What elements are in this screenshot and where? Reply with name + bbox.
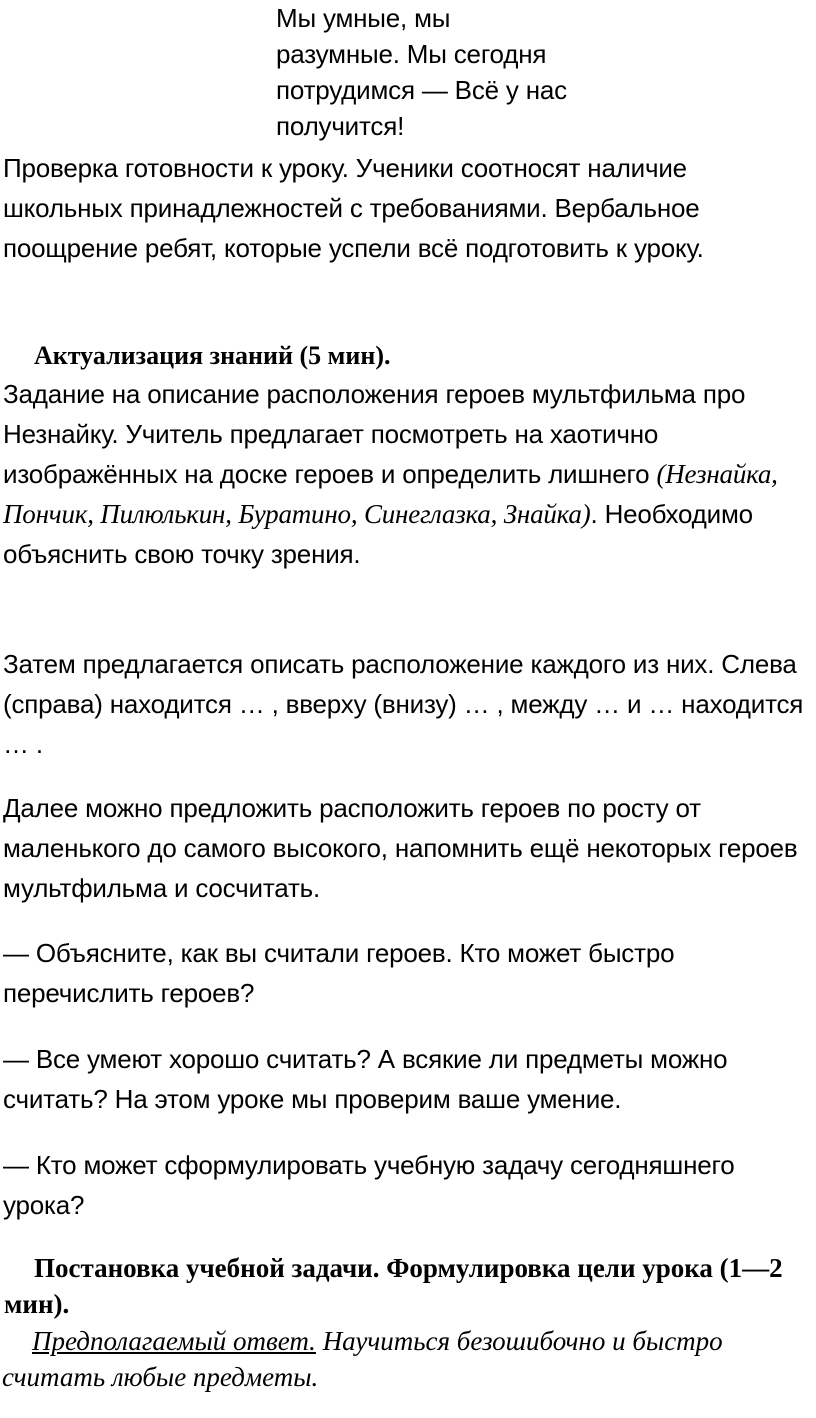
poem-line: разумные. Мы сегодня	[276, 39, 547, 69]
describe-position-paragraph: Затем предлагается описать расположение каждого из них. Слева (справа) находится … , вверху (внизу) … , между … и … находится … .	[3, 649, 804, 759]
task-paragraph	[3, 374, 813, 574]
goal-heading: Постановка учебной задачи. Формулировка цели урока (1—2 мин).	[4, 1253, 783, 1319]
actualization-heading: Актуализация знаний (5 мин).	[34, 341, 391, 370]
question-explain: — Объясните, как вы считали героев. Кто может быстро перечислить героев?	[3, 938, 675, 1008]
question-formulate: — Кто может сформулировать учебную задачу сегодняшнего урока?	[3, 1150, 735, 1220]
task-intro: Задание на описание расположения героев мультфильма про Незнайку. Учитель предлагает посмотреть на хаотично изображённых на доске героев и определить лишнего	[3, 379, 746, 489]
question-count: — Все умеют хорошо считать? А всякие ли предметы можно считать? На этом уроке мы проверим ваше умение.	[3, 1044, 728, 1114]
poem-line: получится!	[276, 111, 405, 141]
expected-answer-text: Научиться безошибочно и быстро считать любые предметы.	[2, 1326, 723, 1392]
readiness-check-paragraph: Проверка готовности к уроку. Ученики соотносят наличие школьных принадлежностей с требованиями. Вербальное поощрение ребят, которые успели всё подготовить к уроку.	[3, 153, 704, 263]
opening-poem	[276, 0, 636, 144]
expected-answer-label: Предполагаемый ответ.	[32, 1326, 316, 1356]
further-task-paragraph: Далее можно предложить расположить героев по росту от маленького до самого высокого, напомнить ещё некоторых героев мультфильма и сосчитать.	[3, 793, 798, 903]
task-outro: . Необходимо объяснить свою точку зрения.	[3, 499, 753, 569]
expected-answer	[2, 1323, 792, 1395]
poem-line: потрудимся — Всё у нас	[276, 75, 567, 105]
poem-line: Мы умные, мы	[276, 3, 451, 33]
task-heroes-list: (Незнайка, Пончик, Пилюлькин, Буратино, Синеглазка, Знайка)	[3, 459, 778, 529]
